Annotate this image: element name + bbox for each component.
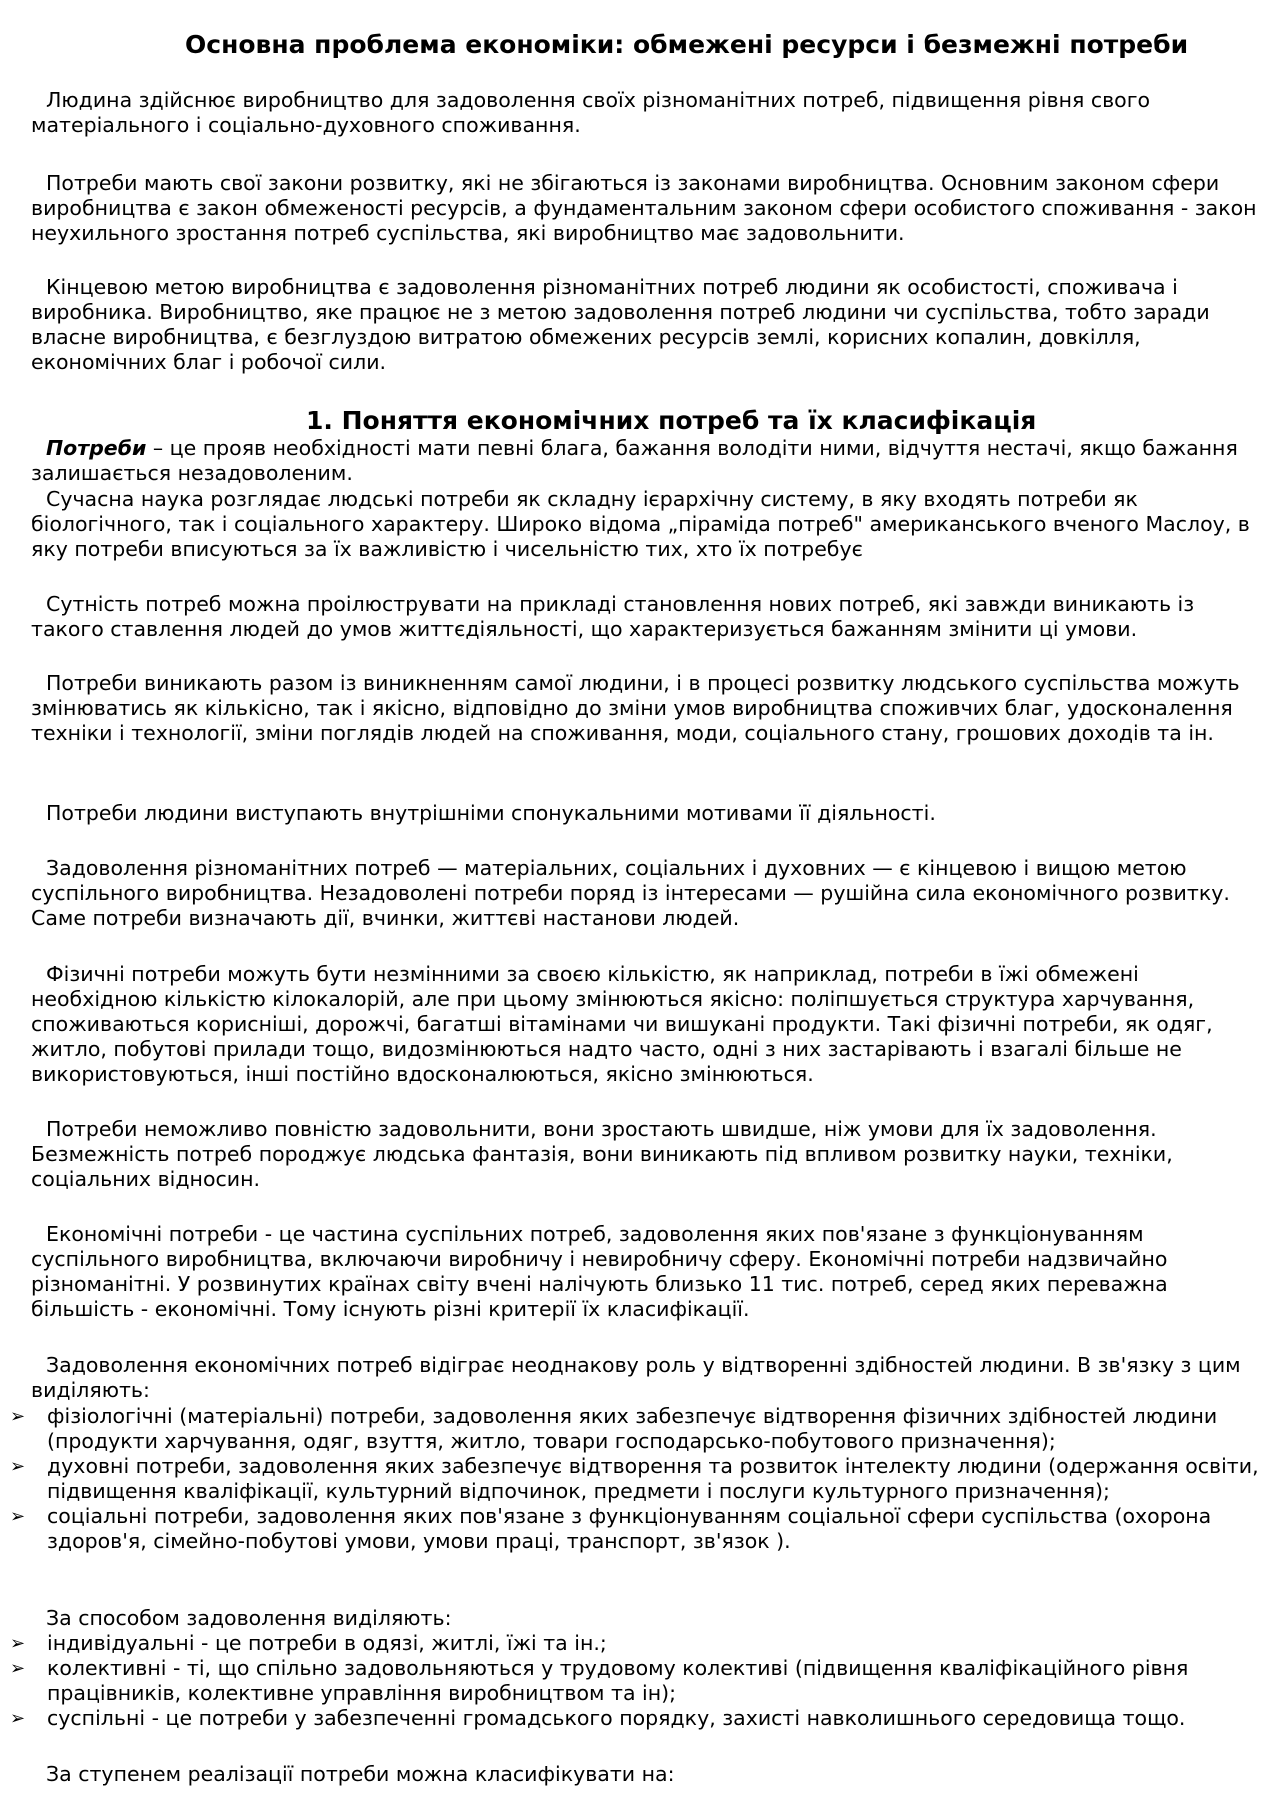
list-item: ➢ духовні потреби, задоволення яких забезпечує відтворення та розвиток інтелекту людини (одержання освіти, підвищення кваліфікації, культурний відпочинок, предмети і послуги культурного призначення);: [10, 1454, 1259, 1503]
intro-paragraph-1: Людина здійснює виробництво для задоволення своїх різноманітних потреб, підвищення рівня свого матеріального і соціально-духовного споживання.: [31, 88, 1151, 137]
intro-paragraph-2: Потреби мають свої закони розвитку, які не збігаються із законами виробництва. Основним законом сфери виробництва є закон обмеженості ресурсів, а фундаментальним законом сфери особистого споживання - закон неухильного зростання потреб суспільства, які виробництво має задовольнити.: [31, 171, 1257, 245]
realization-intro: За ступенем реалізації потреби можна класифікувати на:: [46, 1762, 675, 1786]
paragraph-economic-needs: Економічні потреби - це частина суспільних потреб, задоволення яких пов'язане з функціонуванням суспільного виробництва, включаючи виробничу і невиробничу сферу. Економічні потреби надзвичайно різноманітні. У розвинутих країнах світу вчені налічують близько 11 тис. потреб, серед яких переважна більшість - економічні. Тому існують різні критерії їх класифікації.: [31, 1222, 1168, 1321]
arrow-bullet-icon: ➢: [10, 1708, 26, 1729]
document-title: Основна проблема економіки: обмежені ресурси і безмежні потреби: [185, 30, 1189, 59]
list-item: ➢ колективні - ті, що спільно задовольняються у трудовому колективі (підвищення кваліфікаційного рівня працівників, колективне управління виробництвом та ін);: [10, 1656, 1189, 1705]
paragraph-hierarchy: Сучасна наука розглядає людські потреби як складну ієрархічну систему, в яку входять потреби як біологічного, так і соціального характеру. Широко відома „піраміда потреб" американського вченого Маслоу, в яку потреби вписуються за їх важливістю і чисельністю тих, хто їх потребує: [31, 487, 1250, 561]
paragraph-reproduction-role: Задоволення економічних потреб відіграє неоднакову роль у відтворенні здібностей людини. В зв'язку з цим виділяють:: [31, 1353, 1241, 1402]
definition-term: Потреби: [46, 436, 147, 460]
paragraph-unlimited-needs: Потреби неможливо повністю задовольнити, вони зростають швидше, ніж умови для їх задоволення. Безмежність потреб породжує людська фантазія, вони виникають під впливом розвитку науки, техніки, соціальних відносин.: [31, 1117, 1173, 1191]
section-heading: 1. Поняття економічних потреб та їх класифікація: [306, 406, 1037, 435]
list-item: ➢ фізіологічні (матеріальні) потреби, задоволення яких забезпечує відтворення фізичних здібностей людини (продукти харчування, одяг, взуття, житло, товари господарсько-побутового призначення);: [10, 1404, 1218, 1453]
satisfaction-intro: За способом задоволення виділяють:: [46, 1606, 452, 1630]
list-item: ➢ суспільні - це потреби у забезпеченні громадського порядку, захисті навколишнього середовища тощо.: [10, 1706, 1186, 1730]
paragraph-satisfaction-goal: Задоволення різноманітних потреб — матеріальних, соціальних і духовних — є кінцевою і вищою метою суспільного виробництва. Незадоволені потреби поряд із інтересами — рушійна сила економічного розвитку. Саме потреби визначають дії, вчинки, життєві настанови людей.: [31, 856, 1230, 930]
list-satisfaction: [0, 1631, 1262, 1731]
paragraph-essence: Сутність потреб можна проілюструвати на прикладі становлення нових потреб, які завжди виникають із такого ставлення людей до умов життєдіяльності, що характеризується бажанням змінити ці умови.: [31, 592, 1195, 641]
arrow-bullet-icon: ➢: [10, 1658, 26, 1679]
paragraph-motives: Потреби людини виступають внутрішніми спонукальними мотивами її діяльності.: [46, 801, 936, 825]
definition-paragraph: [31, 436, 1261, 486]
arrow-bullet-icon: ➢: [10, 1456, 26, 1477]
list-item: ➢ соціальні потреби, задоволення яких пов'язане з функціонуванням соціальної сфери суспільства (охорона здоров'я, сімейно-побутові умови, умови праці, транспорт, зв'язок ).: [10, 1504, 1212, 1553]
arrow-bullet-icon: ➢: [10, 1506, 26, 1527]
intro-paragraph-3: Кінцевою метою виробництва є задоволення різноманітних потреб людини як особистості, споживача і виробника. Виробництво, яке працює не з метою задоволення потреб людини чи суспільства, тобто заради власне виробництва, є безглуздою витратою обмежених ресурсів землі, корисних копалин, довкілля, економічних благ і робочої сили.: [31, 275, 1210, 374]
paragraph-emergence: Потреби виникають разом із виникненням самої людини, і в процесі розвитку людського суспільства можуть змінюватись як кількісно, так і якісно, відповідно до зміни умов виробництва споживчих благ, удосконалення техніки і технології, зміни поглядів людей на споживання, моди, соціального стану, грошових доходів та ін.: [31, 671, 1240, 745]
arrow-bullet-icon: ➢: [10, 1633, 26, 1654]
definition-text: – це прояв необхідності мати певні блага, бажання володіти ними, відчуття нестачі, якщо бажання залишається незадоволеним.: [31, 436, 1238, 485]
paragraph-physical-needs: Фізичні потреби можуть бути незмінними за своєю кількістю, як наприклад, потреби в їжі обмежені необхідною кількістю кілокалорій, але при цьому змінюються якісно: поліпшується структура харчування, споживаються корисніші, дорожчі, багатші вітамінами чи вишукані продукти. Такі фізичні потреби, як одяг, житло, побутові прилади тощо, видозмінюються надто часто, одні з них застарівають і взагалі більше не використовуються, інші постійно вдосконалюються, якісно змінюються.: [31, 962, 1213, 1086]
list-item: ➢ індивідуальні - це потреби в одязі, житлі, їжі та ін.;: [10, 1631, 607, 1655]
list-capabilities: [0, 1404, 1262, 1554]
arrow-bullet-icon: ➢: [10, 1406, 26, 1427]
